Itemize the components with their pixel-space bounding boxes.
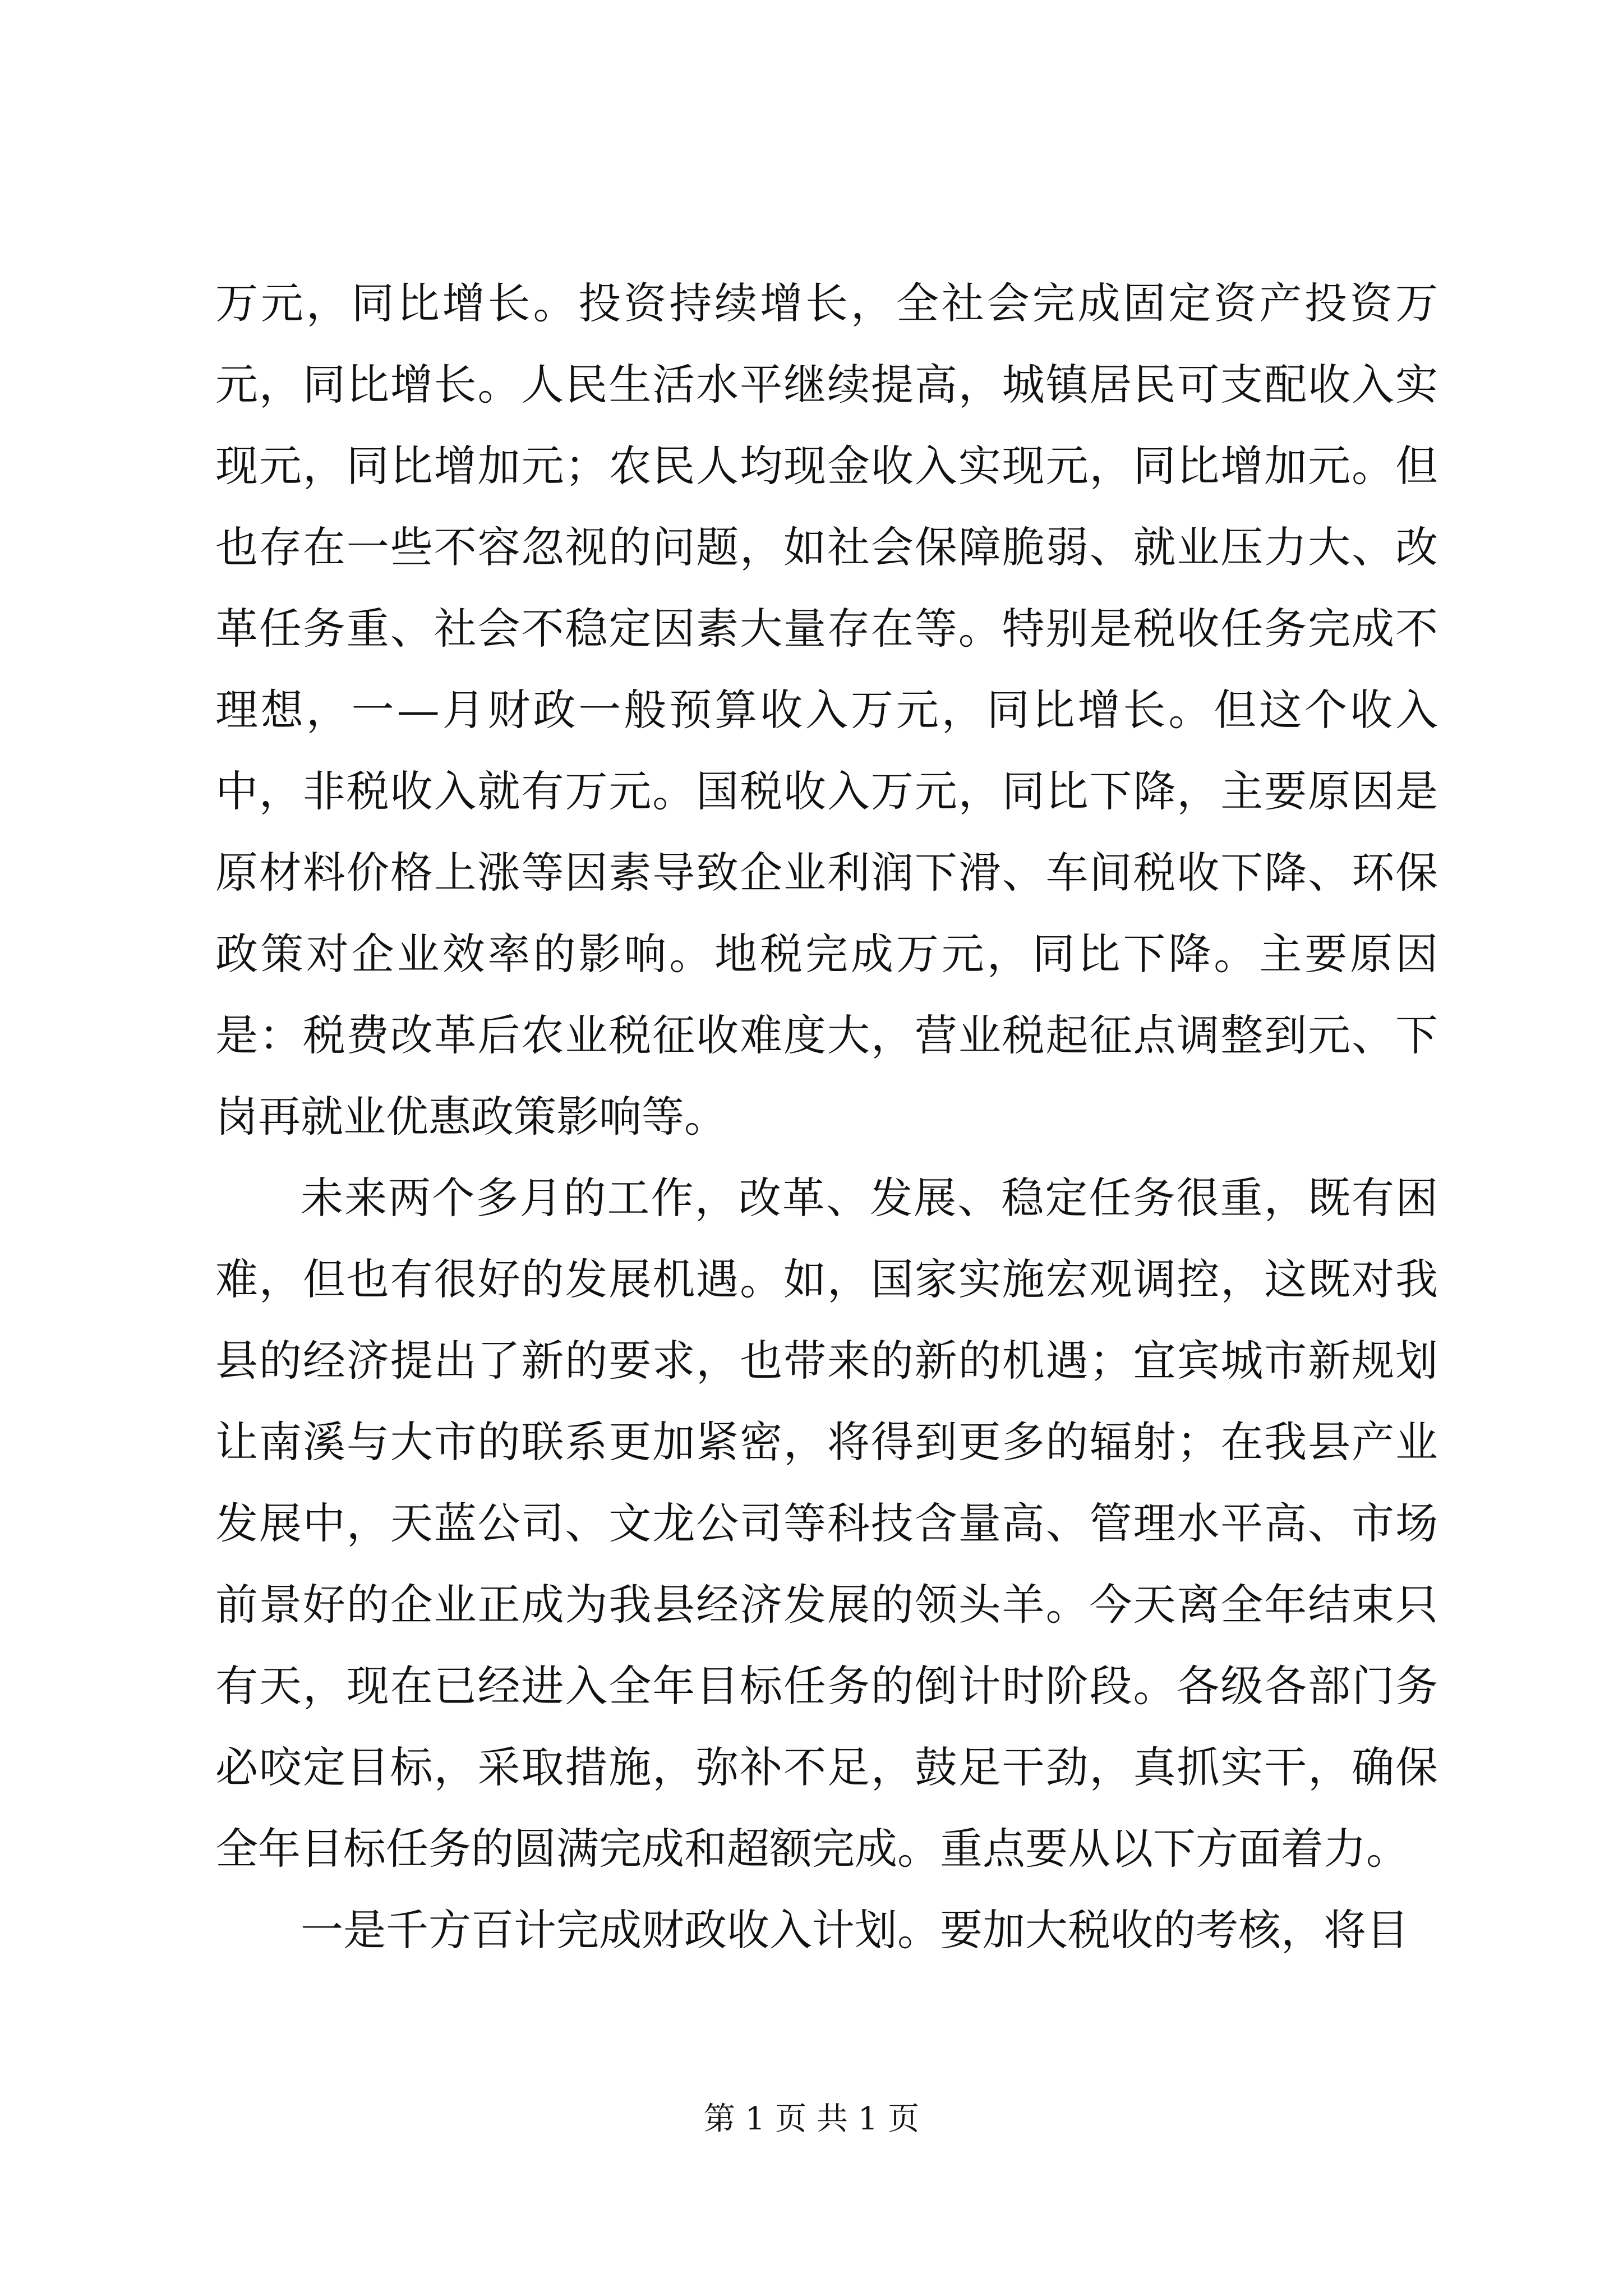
paragraph-3: 一是千方百计完成财政收入计划。要加大税收的考核，将目 [301,1905,1409,1955]
paragraph-1: 万元，同比增长。投资持续增长，全社会完成固定资产投资万元，同比增长。人民生活水平继续提高，城镇居民可支配收入实现元，同比增加元；农民人均现金收入实现元，同比增加元。但也存在一些不容忽视的问题，如社会保障脆弱、就业压力大、改革任务重、社会不稳定因素大量存在等。特别是税收任务完成不理想，一—月财政一般预算收入万元，同比增长。但这个收入中，非税收入就有万元。国税收入万元，同比下降，主要原因是原材料价格上涨等因素导致企业利润下滑、车间税收下降、环保政策对企业效率的影响。地税完成万元，同比下降。主要原因是：税费改革后农业税征收难度大，营业税起征点调整到元、下岗再就业优惠政策影响等。 [215,278,1438,1142]
document-body [215,263,1438,1971]
paragraph-2: 未来两个多月的工作，改革、发展、稳定任务很重，既有困难，但也有很好的发展机遇。如，国家实施宏观调控，这既对我县的经济提出了新的要求，也带来的新的机遇；宜宾城市新规划让南溪与大市的联系更加紧密，将得到更多的辐射；在我县产业发展中，天蓝公司、文龙公司等科技含量高、管理水平高、市场前景好的企业正成为我县经济发展的领头羊。今天离全年结束只有天，现在已经进入全年目标任务的倒计时阶段。各级各部门务必咬定目标，采取措施，弥补不足，鼓足干劲，真抓实干，确保全年目标任务的圆满完成和超额完成。重点要从以下方面着力。 [215,1173,1438,1874]
page-number-footer: 第 1 页 共 1 页 [703,2101,920,2137]
